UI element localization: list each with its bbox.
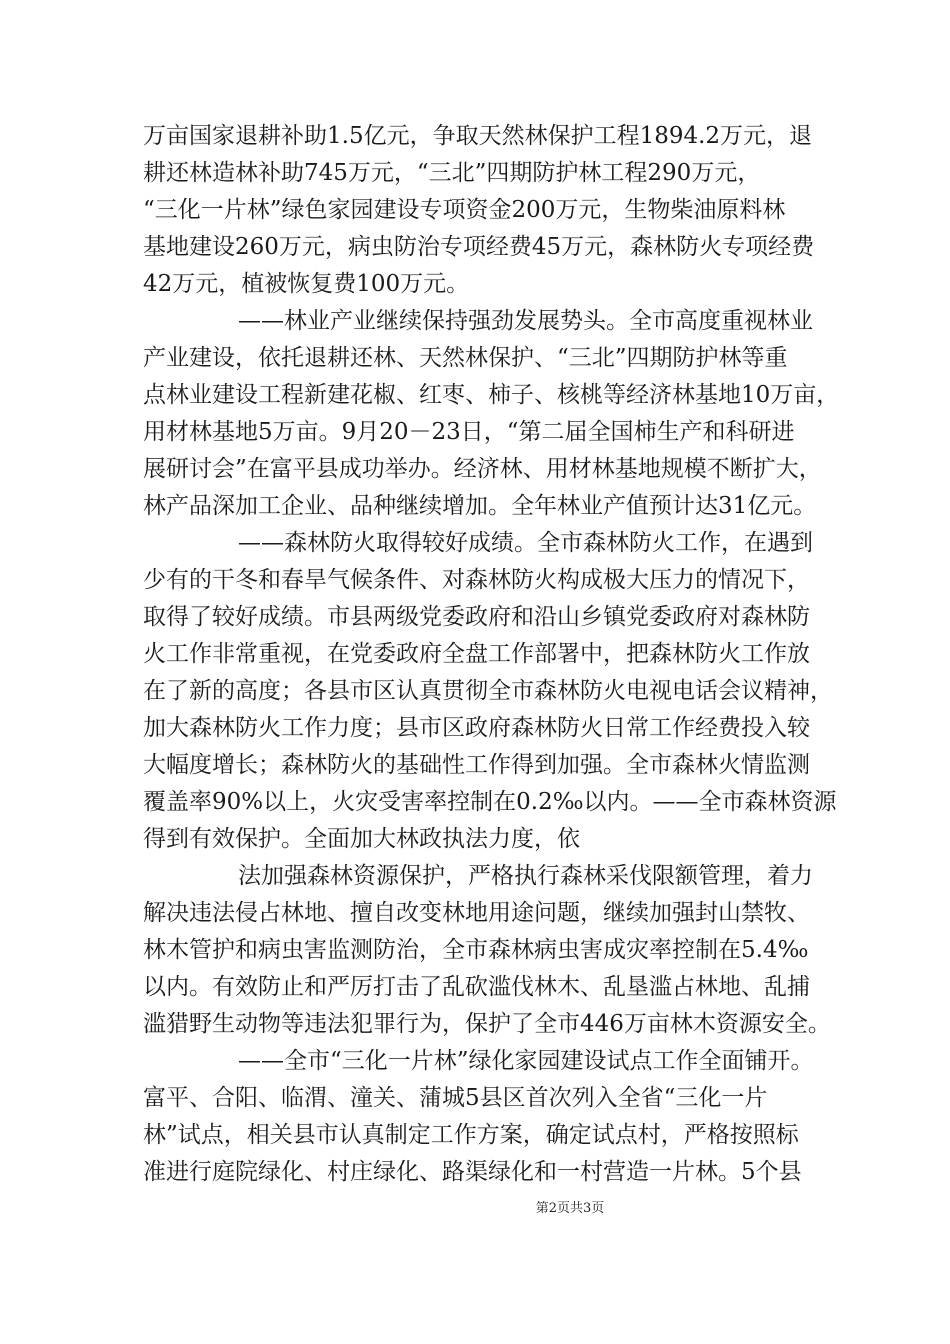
text-line: 准进行庭院绿化、村庄绿化、路渠绿化和一村营造一片林。5个县 <box>143 1159 802 1185</box>
text-line: 滥猎野生动物等违法犯罪行为，保护了全市446万亩林木资源安全。 <box>143 1011 831 1037</box>
text-line: 展研讨会”在富平县成功举办。经济林、用材林基地规模不断扩大， <box>143 456 822 482</box>
text-line: 耕还林造林补助745万元，“三北”四期防护林工程290万元， <box>143 160 761 186</box>
text-line: 解决违法侵占林地、擅自改变林地用途问题，继续加强封山禁牧、 <box>143 900 810 926</box>
document-body <box>143 118 840 1191</box>
text-line: 林木管护和病虫害监测防治，全市森林病虫害成灾率控制在5.4‰ <box>143 937 809 963</box>
text-line: 以内。有效防止和严厉打击了乱砍滥伐林木、乱垦滥占林地、乱捕 <box>143 974 810 1000</box>
text-line: 产业建设，依托退耕还林、天然林保护、“三北”四期防护林等重 <box>143 345 788 371</box>
text-line: 火工作非常重视，在党委政府全盘工作部署中，把森林防火工作放 <box>143 641 810 667</box>
text-line: 得到有效保护。全面加大林政执法力度，依 <box>143 826 580 852</box>
text-line: 覆盖率90%以上，火灾受害率控制在0.2‰以内。——全市森林资源 <box>143 789 837 815</box>
text-line: 万亩国家退耕补助1.5亿元，争取天然林保护工程1894.2万元，退 <box>143 123 813 149</box>
text-line: 在了新的高度；各县市区认真贯彻全市森林防火电视电话会议精神， <box>143 678 833 704</box>
page-number: 第2页共3页 <box>535 1201 605 1216</box>
text-line: 林产品深加工企业、品种继续增加。全年林业产值预计达31亿元。 <box>143 493 817 519</box>
text-line: 取得了较好成绩。市县两级党委政府和沿山乡镇党委政府对森林防 <box>143 604 810 630</box>
paragraph-heading-line: ——全市“三化一片林”绿化家园建设试点工作全面铺开。 <box>238 1048 814 1074</box>
text-line: 少有的干冬和春旱气候条件、对森林防火构成极大压力的情况下， <box>143 567 810 593</box>
paragraph-heading-line: ——森林防火取得较好成绩。全市森林防火工作，在遇到 <box>238 530 813 556</box>
text-line: 大幅度增长；森林防火的基础性工作得到加强。全市森林火情监测 <box>143 752 810 778</box>
text-line: 点林业建设工程新建花椒、红枣、柿子、核桃等经济林基地10万亩， <box>143 382 840 408</box>
paragraph-heading-line: ——林业产业继续保持强劲发展势头。全市高度重视林业 <box>238 308 813 334</box>
text-line: 林”试点，相关县市认真制定工作方案，确定试点村，严格按照标 <box>143 1122 799 1148</box>
text-line: 用材林基地5万亩。9月20－23日，“第二届全国柿生产和科研进 <box>143 419 795 445</box>
text-line: “三化一片林”绿色家园建设专项资金200万元，生物柴油原料林 <box>143 197 786 223</box>
text-line: 42万元，植被恢复费100万元。 <box>143 271 470 297</box>
text-line: 加大森林防火工作力度；县市区政府森林防火日常工作经费投入较 <box>143 715 810 741</box>
text-line: 富平、合阳、临渭、潼关、蒲城5县区首次列入全省“三化一片 <box>143 1085 768 1111</box>
text-line: 法加强森林资源保护，严格执行森林采伐限额管理，着力 <box>238 863 813 889</box>
text-line: 基地建设260万元，病虫防治专项经费45万元，森林防火专项经费 <box>143 234 815 260</box>
